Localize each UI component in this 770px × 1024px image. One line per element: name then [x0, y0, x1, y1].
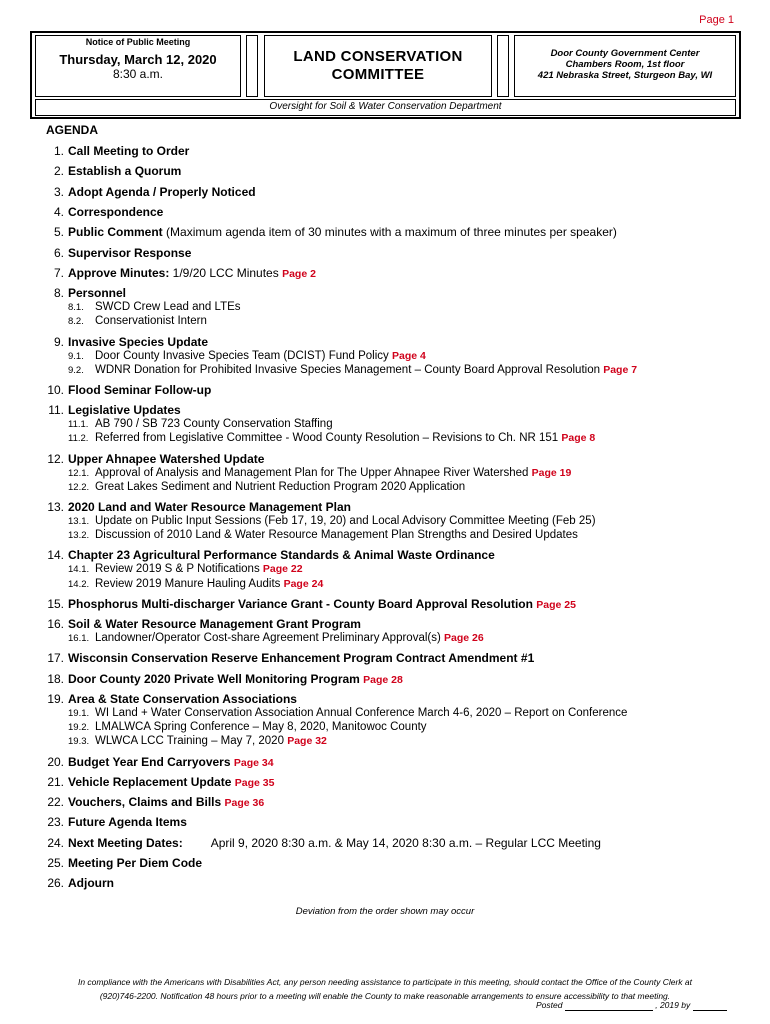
page-reference-link[interactable]: Page 2: [282, 267, 316, 280]
agenda-item-number: 12.: [47, 451, 64, 466]
agenda-subitem-label: AB 790 / SB 723 County Conservation Staffing: [95, 418, 333, 431]
agenda-item-title: Public Comment: [68, 225, 163, 240]
agenda-subitem-text: [95, 529, 578, 541]
agenda-item-text: [68, 500, 351, 514]
agenda-subitem-number: 9.1.: [68, 350, 84, 362]
agenda-item-text: [68, 876, 114, 890]
posted-date-blank: [565, 1000, 653, 1011]
agenda-item-number: 9.: [53, 334, 64, 349]
agenda-subitem-text: [95, 467, 571, 479]
agenda-subitem-label: Review 2019 Manure Hauling Audits: [95, 577, 281, 590]
page-reference-link[interactable]: Page 26: [444, 632, 484, 645]
page-reference-link[interactable]: Page 24: [283, 577, 324, 590]
agenda-item-title: Door County 2020 Private Well Monitoring Program: [68, 671, 360, 686]
header-divider-right: [497, 35, 509, 97]
meeting-time: 8:30 a.m.: [112, 67, 164, 81]
agenda-subitem-label: Discussion of 2010 Land & Water Resource Management Plan Strengths and Desired Updates: [95, 529, 578, 542]
agenda-item-title: Flood Seminar Follow-up: [68, 382, 212, 397]
agenda-item-text: [68, 185, 256, 199]
agenda-subitem-number: 14.1.: [68, 564, 90, 576]
agenda-item-title: Area & State Conservation Associations: [68, 691, 297, 706]
agenda-subitem-number: 11.2.: [68, 433, 89, 445]
agenda-subitem-text: [95, 735, 327, 747]
agenda-item-title: Legislative Updates: [68, 403, 181, 418]
agenda-item-number: 17.: [47, 651, 64, 666]
agenda-subitem-label: Review 2019 S & P Notifications: [95, 563, 260, 576]
agenda-subitem-text: [95, 515, 596, 527]
agenda-item-title: Supervisor Response: [68, 245, 192, 260]
agenda-item-title: Future Agenda Items: [68, 815, 187, 830]
agenda-item-text: [68, 266, 316, 280]
agenda-item-text: [68, 144, 189, 158]
agenda-item-title: Invasive Species Update: [68, 334, 209, 349]
agenda-item-detail: 1/9/20 LCC Minutes: [169, 265, 279, 280]
agenda-item-number: 25.: [47, 856, 64, 870]
agenda-subitem-text: [95, 432, 595, 444]
compliance-line2: (920)746-2200. Notification 48 hours prior to a meeting will enable the County to make reasonable arrangements to ensure accessibility to that meeting.: [99, 991, 671, 1001]
agenda-item-number: 22.: [47, 795, 64, 810]
page-number: Page 1: [699, 14, 734, 26]
agenda-item-text: [68, 692, 297, 706]
committee-title-line1: LAND CONSERVATION: [293, 48, 463, 65]
meeting-notice: Notice of Public Meeting: [85, 37, 191, 47]
agenda-subitem-number: 13.1.: [68, 516, 90, 527]
agenda-item-title: 2020 Land and Water Resource Management Plan: [68, 500, 351, 514]
agenda-item-number: 1.: [53, 144, 64, 158]
agenda-subitem-number: 9.2.: [68, 364, 84, 376]
agenda-subitem-label: Referred from Legislative Committee - Wood County Resolution – Revisions to Ch. NR 151: [95, 432, 559, 445]
page-reference-link[interactable]: Page 25: [536, 598, 576, 611]
location-line3: 421 Nebraska Street, Sturgeon Bay, WI: [537, 70, 713, 81]
agenda-item-text: [68, 164, 181, 178]
compliance-line1: In compliance with the Americans with Disabilities Act, any person needing assistance to participate in this meeting, should contact the Office of the County Clerk at: [77, 977, 693, 987]
agenda-subitem-text: [95, 481, 465, 493]
agenda-subitem-text: [95, 578, 323, 590]
agenda-item-text: [68, 775, 274, 789]
agenda-subitem-text: [95, 418, 333, 430]
agenda-item-number: 8.: [53, 286, 64, 301]
agenda-item-number: 19.: [47, 691, 64, 706]
agenda-item-title: Correspondence: [68, 204, 164, 219]
page-reference-link[interactable]: Page 22: [262, 563, 303, 576]
agenda-item-text: [68, 815, 187, 829]
agenda-item-number: 5.: [53, 225, 64, 240]
agenda-item-number: 21.: [47, 774, 64, 789]
agenda-item-title: Establish a Quorum: [68, 164, 182, 179]
page-reference-link[interactable]: Page 32: [287, 735, 327, 748]
agenda-item-title: Adopt Agenda / Properly Noticed: [68, 184, 256, 199]
agenda-item-number: 24.: [47, 835, 64, 850]
agenda-subitem-text: [95, 350, 426, 362]
meeting-location: [514, 48, 736, 81]
agenda-subitem-text: [95, 632, 484, 644]
location-line2: Chambers Room, 1st floor: [565, 59, 685, 70]
page-reference-link[interactable]: Page 4: [392, 349, 426, 362]
agenda-subitem-number: 19.1.: [68, 707, 90, 719]
agenda-heading: AGENDA: [46, 123, 99, 137]
agenda-subitem-text: [95, 315, 207, 327]
agenda-subitem-label: LMALWCA Spring Conference – May 8, 2020, Manitowoc County: [95, 721, 427, 734]
agenda-item-title: Approve Minutes:: [68, 265, 170, 280]
agenda-item-number: 2.: [53, 164, 64, 179]
agenda-subitem-number: 11.1.: [68, 419, 89, 431]
agenda-subitem-text: [95, 301, 241, 313]
agenda-item-title: Next Meeting Dates:: [68, 835, 183, 850]
posted-by-blank: [693, 1000, 727, 1011]
agenda-item-number: 23.: [47, 815, 64, 830]
agenda-item-number: 7.: [53, 265, 64, 280]
oversight-note: Oversight for Soil & Water Conservation Department: [269, 101, 502, 112]
agenda-subitem-number: 19.3.: [68, 736, 90, 748]
agenda-item-number: 11.: [48, 403, 64, 418]
deviation-note: Deviation from the order shown may occur: [295, 906, 475, 917]
posted-line: [536, 1000, 727, 1011]
agenda-item-title: Vouchers, Claims and Bills: [68, 795, 222, 810]
agenda-subitem-label: Door County Invasive Species Team (DCIST) Fund Policy: [95, 349, 389, 362]
agenda-item-text: [68, 597, 576, 611]
agenda-item-number: 3.: [53, 184, 64, 199]
agenda-subitem-label: Landowner/Operator Cost-share Agreement Preliminary Approval(s): [95, 632, 441, 645]
agenda-subitem-label: Great Lakes Sediment and Nutrient Reduction Program 2020 Application: [95, 480, 466, 493]
page-reference-link[interactable]: Page 36: [224, 797, 265, 810]
page-reference-link[interactable]: Page 8: [561, 432, 596, 445]
agenda-subitem-text: [95, 563, 303, 575]
page-reference-link[interactable]: Page 28: [363, 673, 403, 686]
location-line1: Door County Government Center: [550, 48, 700, 59]
agenda-subitem-label: WI Land + Water Conservation Association Annual Conference March 4-6, 2020 – Report on Conference: [95, 706, 628, 719]
agenda-item-number: 4.: [53, 204, 64, 219]
agenda-item-text: [68, 755, 274, 769]
page-reference-link[interactable]: Page 34: [233, 756, 274, 769]
agenda-item-detail: (Maximum agenda item of 30 minutes with a maximum of three minutes per speaker): [162, 225, 617, 240]
agenda-subitem-label: WDNR Donation for Prohibited Invasive Species Management – County Board Approval Resolution: [95, 363, 600, 376]
agenda-subitem-label: Conservationist Intern: [95, 315, 207, 328]
agenda-item-number: 6.: [53, 245, 64, 260]
agenda-item-number: 15.: [47, 596, 64, 611]
agenda-item-title: Budget Year End Carryovers: [68, 754, 231, 769]
agenda-item-number: 26.: [47, 876, 64, 891]
agenda-subitem-number: 19.2.: [68, 722, 90, 734]
agenda-item-number: 18.: [47, 671, 64, 686]
agenda-subitem-number: 12.1.: [68, 467, 90, 479]
agenda-item-title: Vehicle Replacement Update: [68, 774, 232, 789]
agenda-item-detail: April 9, 2020 8:30 a.m. & May 14, 2020 8:30 a.m. – Regular LCC Meeting: [210, 835, 601, 850]
page-reference-link[interactable]: Page 35: [234, 776, 275, 789]
agenda-item-text: [68, 836, 601, 850]
agenda-item-title: Call Meeting to Order: [68, 144, 190, 158]
agenda-item-text: [68, 672, 403, 686]
agenda-item-title: Wisconsin Conservation Reserve Enhancement Program Contract Amendment #1: [68, 651, 535, 666]
committee-title: [264, 48, 492, 84]
agenda-item-title: Meeting Per Diem Code: [68, 856, 203, 870]
agenda-item-text: [68, 286, 126, 300]
agenda-item-text: [68, 452, 264, 466]
agenda-subitem-label: Approval of Analysis and Management Plan for The Upper Ahnapee River Watershed: [95, 466, 529, 479]
agenda-item-text: [68, 383, 211, 397]
agenda-item-text: [68, 651, 534, 665]
agenda-subitem-number: 13.2.: [68, 530, 90, 542]
agenda-item-text: [68, 205, 163, 219]
meeting-date: Thursday, March 12, 2020: [59, 52, 217, 67]
posted-year: , 2019 by: [655, 1000, 691, 1010]
agenda-item-text: [68, 617, 361, 631]
agenda-subitem-label: WLWCA LCC Training – May 7, 2020: [95, 735, 284, 748]
agenda-item-text: [68, 856, 202, 870]
page-reference-link[interactable]: Page 19: [531, 466, 572, 479]
agenda-item-text: [68, 403, 181, 417]
agenda-item-number: 13.: [47, 500, 64, 514]
agenda-item-text: [68, 246, 191, 260]
agenda-subitem-text: [95, 707, 627, 719]
agenda-subitem-number: 14.2.: [68, 578, 90, 590]
ada-compliance-note: [40, 975, 730, 1003]
agenda-item-number: 14.: [47, 548, 64, 563]
agenda-subitem-number: 8.2.: [68, 316, 84, 328]
agenda-item-text: [68, 795, 264, 809]
agenda-item-number: 20.: [47, 754, 64, 769]
agenda-item-text: [68, 225, 617, 239]
agenda-subitem-text: [95, 364, 637, 376]
agenda-item-text: [68, 548, 495, 562]
agenda-subitem-label: SWCD Crew Lead and LTEs: [95, 301, 241, 314]
agenda-item-text: [68, 335, 208, 349]
agenda-subitem-number: 12.2.: [68, 481, 90, 493]
agenda-subitem-label: Update on Public Input Sessions (Feb 17, 19, 20) and Local Advisory Committee Meeting (Feb 25): [95, 515, 596, 527]
agenda-subitem-number: 16.1.: [68, 633, 90, 645]
posted-label: Posted: [536, 1000, 563, 1010]
agenda-item-title: Upper Ahnapee Watershed Update: [68, 451, 265, 466]
agenda-item-title: Adjourn: [68, 876, 114, 891]
agenda-item-number: 16.: [47, 617, 64, 632]
agenda-item-number: 10.: [47, 382, 64, 397]
header-divider-left: [246, 35, 258, 97]
agenda-item-title: Personnel: [68, 286, 127, 301]
agenda-item-title: Phosphorus Multi-discharger Variance Grant - County Board Approval Resolution: [68, 596, 533, 611]
agenda-subitem-text: [95, 721, 427, 733]
page-reference-link[interactable]: Page 7: [603, 363, 638, 376]
agenda-item-title: Chapter 23 Agricultural Performance Standards & Animal Waste Ordinance: [68, 548, 495, 563]
agenda-subitem-number: 8.1.: [68, 302, 84, 314]
agenda-item-title: Soil & Water Resource Management Grant Program: [68, 617, 361, 632]
committee-title-line2: COMMITTEE: [331, 66, 425, 83]
